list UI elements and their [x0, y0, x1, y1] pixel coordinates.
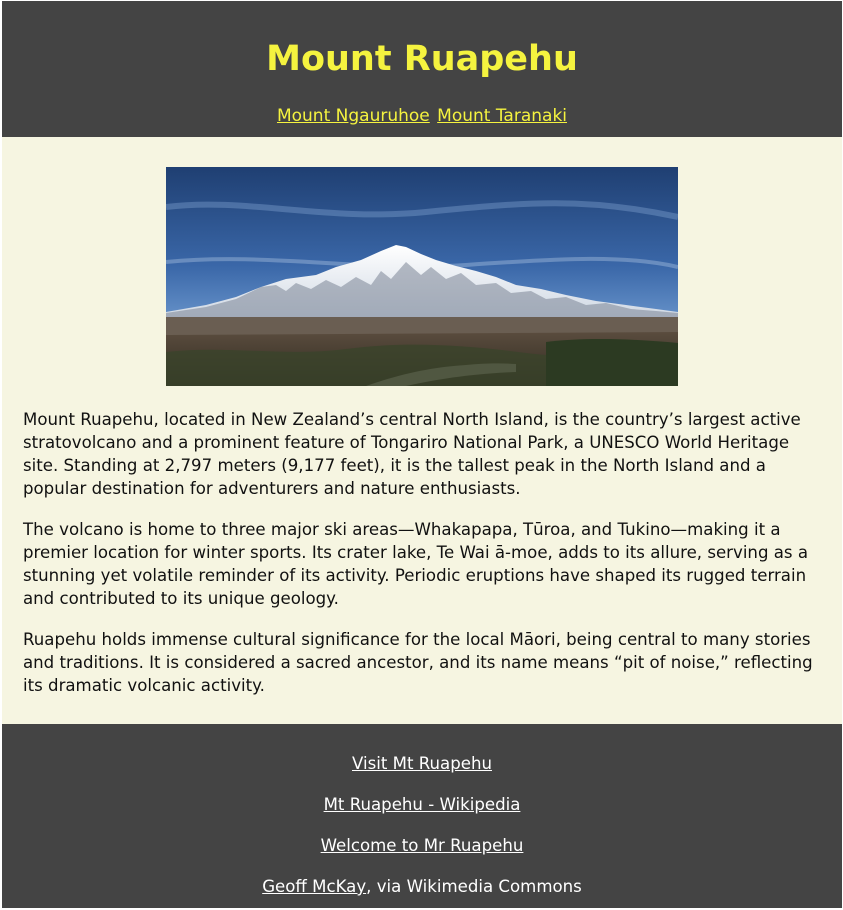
mountain-nav — [2, 105, 842, 127]
footer-link-row — [2, 794, 842, 816]
page-title: Mount Ruapehu — [266, 39, 578, 79]
footer-link-row — [2, 835, 842, 857]
paragraph: The volcano is home to three major ski areas—Whakapapa, Tūroa, and Tukino—making it a premier location for winter sports. Its crater lake, Te Wai ā-moe, adds to its allure, serving as a stunning yet volatile reminder of its activity. Periodic eruptions have shaped its rugged terrain and contributed to its unique geology. — [23, 520, 809, 608]
paragraph: Mount Ruapehu, located in New Zealand’s central North Island, is the country’s largest active stratovolcano and a prominent feature of Tongariro National Park, a UNESCO World Heritage site. Standing at 2,797 meters (9,177 feet), it is the tallest peak in the North Island and a popular destination for adventurers and nature enthusiasts. — [23, 410, 801, 498]
footer-link-wikipedia[interactable]: Mt Ruapehu - Wikipedia — [323, 795, 521, 814]
nav-link-mount-taranaki[interactable]: Mount Taranaki — [437, 106, 568, 126]
article-body — [23, 408, 823, 715]
main-content — [2, 137, 842, 724]
footer-link-welcome[interactable]: Welcome to Mr Ruapehu — [320, 836, 524, 855]
nav-link-mount-ngauruhoe[interactable]: Mount Ngauruhoe — [276, 106, 430, 126]
paragraph: Ruapehu holds immense cultural significance for the local Māori, being central to many stories and traditions. It is considered a sacred ancestor, and its name means “pit of noise,” reflecting its dramatic volcanic activity. — [23, 630, 813, 695]
page-footer — [2, 724, 842, 908]
image-credit — [2, 876, 842, 898]
credit-author-link[interactable]: Geoff McKay — [262, 877, 367, 896]
credit-suffix: , via Wikimedia Commons — [366, 877, 582, 896]
mount-ruapehu-photo — [166, 167, 678, 386]
page-header — [2, 1, 842, 137]
footer-link-row — [2, 753, 842, 775]
footer-link-visit-mt-ruapehu[interactable]: Visit Mt Ruapehu — [352, 754, 492, 773]
